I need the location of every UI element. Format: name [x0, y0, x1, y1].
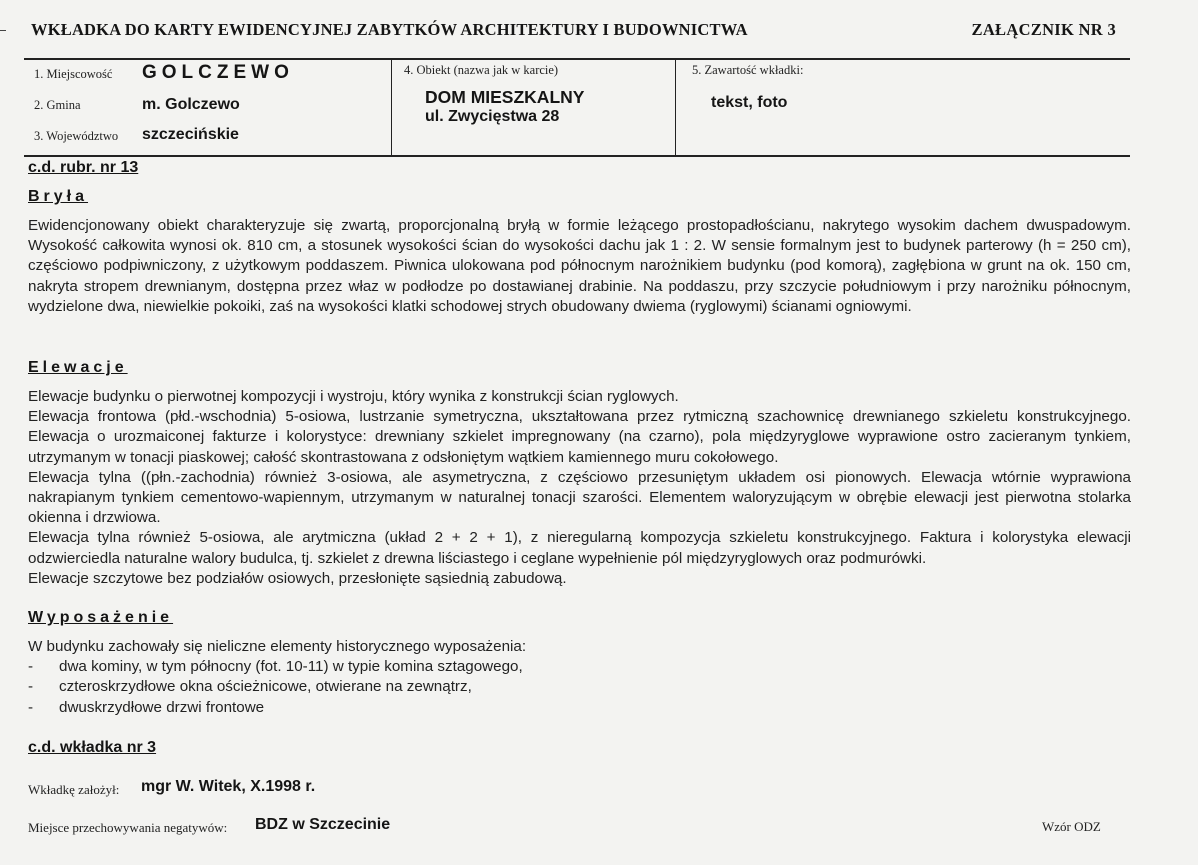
contents-value: tekst, foto [711, 94, 788, 111]
author-value: mgr W. Witek, X.1998 r. [141, 778, 316, 795]
paragraph: Elewacja tylna również 5-osiowa, ale arytmiczna (układ 2 + 2 + 1), z nieregularną kompozycja szkieletu konstrukcyjnego. Faktura i kolorystyka elewacji odzwierciedla naturalne walory budulca, tj. szkielet z drewna liściastego i ceglane wypełnienie pól międzyryglowych oraz podmurówki. [28, 529, 1131, 567]
header-rule-bottom [24, 155, 1130, 157]
locality-label: 1. Miejscowość [34, 67, 113, 81]
storage-value: BDZ w Szczecinie [255, 816, 391, 833]
list-item [28, 657, 526, 677]
locality-value: GOLCZEWO [142, 62, 294, 83]
voivodeship-label: 3. Województwo [34, 129, 119, 143]
list-item-text: dwa kominy, w tym północny (fot. 10-11) w typie komina sztagowego, [59, 658, 523, 676]
header-rule-top [24, 58, 1130, 60]
object-address: ul. Zwycięstwa 28 [425, 108, 560, 125]
divider-2 [675, 59, 676, 156]
equipment-list [28, 637, 526, 718]
paragraph: Elewacja frontowa (płd.-wschodnia) 5-osiowa, lustrzanie symetryczna, ukształtowana przez rytmiczną szachownicę drewnianego szkieletu konstrukcyjnego. Elewacja o urozmaiconej fakturze i kolorystyce: drewniany szkielet impregnowany (na czarno), pola międzyryglowe wyprawione ostro zacieranym tynkiem, utrzymanym w tonacji piaskowej; całość skontrastowana z odsłoniętym wątkiem kamiennego muru cokołowego. [28, 408, 1131, 466]
storage-label: Miejsce przechowywania negatywów: [28, 820, 228, 835]
paragraph: Ewidencjonowany obiekt charakteryzuje się zwartą, proporcjonalną bryłą w formie leżącego prostopadłościanu, nakrytego wysokim dachem dwuspadowym. Wysokość całkowita wynosi ok. 810 cm, a stosunek wysokości ścian do wysokości dachu jak 1 : 2. W sensie formalnym jest to budynek parterowy (h = 250 cm), częściowo podpiwniczony, z użytkowym poddaszem. Piwnica ulokowana pod północnym narożnikiem budynku (pod komorą), zagłębiona w grunt na ok. 150 cm, nakryta stropem drewnianym, dostępna przez właz w podłodze po dostawianej drabinie. Na poddaszu, przy szczycie południowym i przy narożniku północnym, wydzielone dwa, niewielkie pokoiki, zaś na wysokości klatki schodowej strych obudowany dwiema (ryglowymi) ścianami ogniowymi. [28, 217, 1131, 315]
bullet-dash: - [28, 678, 34, 696]
divider-1 [391, 59, 392, 156]
section-text-elewacje [28, 387, 1131, 589]
list-item-text: dwuskrzydłowe drzwi frontowe [59, 698, 265, 716]
annex-number: ZAŁĄCZNIK NR 3 [971, 20, 1116, 39]
commune-label: 2. Gmina [34, 98, 81, 112]
bullet-dash: - [28, 658, 34, 676]
list-item [28, 698, 526, 718]
section-heading-elewacje: Elewacje [28, 359, 128, 376]
object-name: DOM MIESZKALNY [425, 87, 585, 107]
voivodeship-value: szczecińskie [142, 126, 239, 143]
paragraph: Elewacje szczytowe bez podziałów osiowych, przesłonięte sąsiednią zabudową. [28, 569, 567, 587]
bullet-dash: - [28, 698, 34, 716]
commune-value: m. Golczewo [142, 96, 240, 113]
section-heading-bryla: Bryła [28, 188, 89, 205]
edge-mark [0, 30, 6, 31]
insert-continuation: c.d. wkładka nr 3 [28, 739, 157, 756]
contents-label: 5. Zawartość wkładki: [692, 63, 804, 77]
form-title: WKŁADKA DO KARTY EWIDENCYJNEJ ZABYTKÓW ARCHITEKTURY I BUDOWNICTWA [31, 20, 748, 39]
list-item-text: czteroskrzydłowe okna ościeżnicowe, otwierane na zewnątrz, [59, 678, 472, 696]
paragraph: Elewacje budynku o pierwotnej kompozycji i wystroju, który wynika z konstrukcji ścian ryglowych. [28, 388, 679, 405]
template-code: Wzór ODZ [1042, 819, 1101, 834]
rubric-continuation: c.d. rubr. nr 13 [28, 159, 139, 176]
paragraph: Elewacja tylna ((płn.-zachodnia) również 3-osiowa, ale asymetryczna, z częściowo przesuniętym układem osi pionowych. Elewacja wtórnie wyprawiona nakrapianym tynkiem cementowo-wapiennym, utrzymanym w naturalnej tonacji szarości. Elementem waloryzującym w obrębie elewacji jest pierwotna stolarka okienna i drzwiowa. [28, 468, 1131, 527]
object-label: 4. Obiekt (nazwa jak w karcie) [404, 63, 559, 77]
author-label: Wkładkę założył: [28, 782, 120, 797]
list-intro: W budynku zachowały się nieliczne elementy historycznego wyposażenia: [28, 638, 527, 655]
list-item [28, 677, 526, 697]
section-heading-wyposazenie: Wyposażenie [28, 609, 174, 626]
section-text-bryla [28, 216, 1131, 317]
